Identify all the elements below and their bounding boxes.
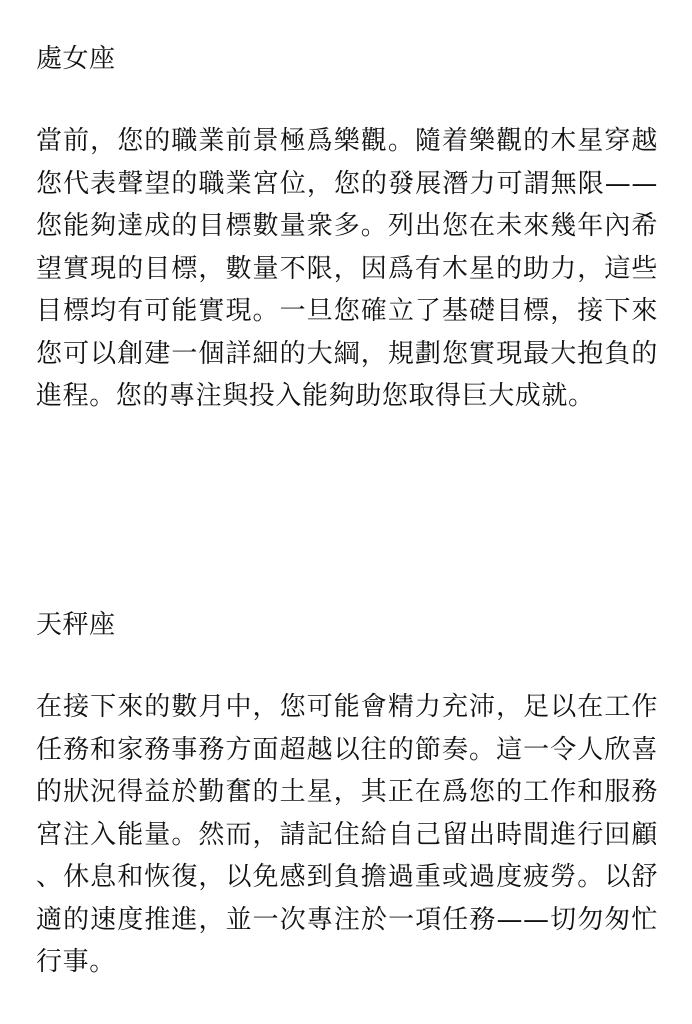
section-title-libra: 天秤座 [36, 610, 116, 640]
section-title-virgo: 處女座 [36, 44, 116, 74]
section-body-virgo: 當前，您的職業前景極爲樂觀。隨着樂觀的木星穿越您代表聲望的職業宮位，您的發展潛力可謂無限——您能夠達成的目標數量衆多。列出您在未來幾年內希望實現的目標，數量不限，因爲有木星的助力，這些目標均有可能實現。一旦您確立了基礎目標，接下來您可以創建一個詳細的大綱，規劃您實現最大抱負的進程。您的專注與投入能夠助您取得巨大成就。 [36, 126, 658, 411]
libra-section [36, 604, 658, 984]
section-body-libra: 在接下來的數月中，您可能會精力充沛，足以在工作任務和家務事務方面超越以往的節奏。這一令人欣喜的狀況得益於勤奮的土星，其正在爲您的工作和服務宮注入能量。然而，請記住給自己留出時間進行回顧、休息和恢復，以免感到負擔過重或過度疲勞。以舒適的速度推進，並一次專注於一項任務——切勿匆忙行事。 [36, 692, 658, 977]
virgo-section [36, 38, 658, 418]
